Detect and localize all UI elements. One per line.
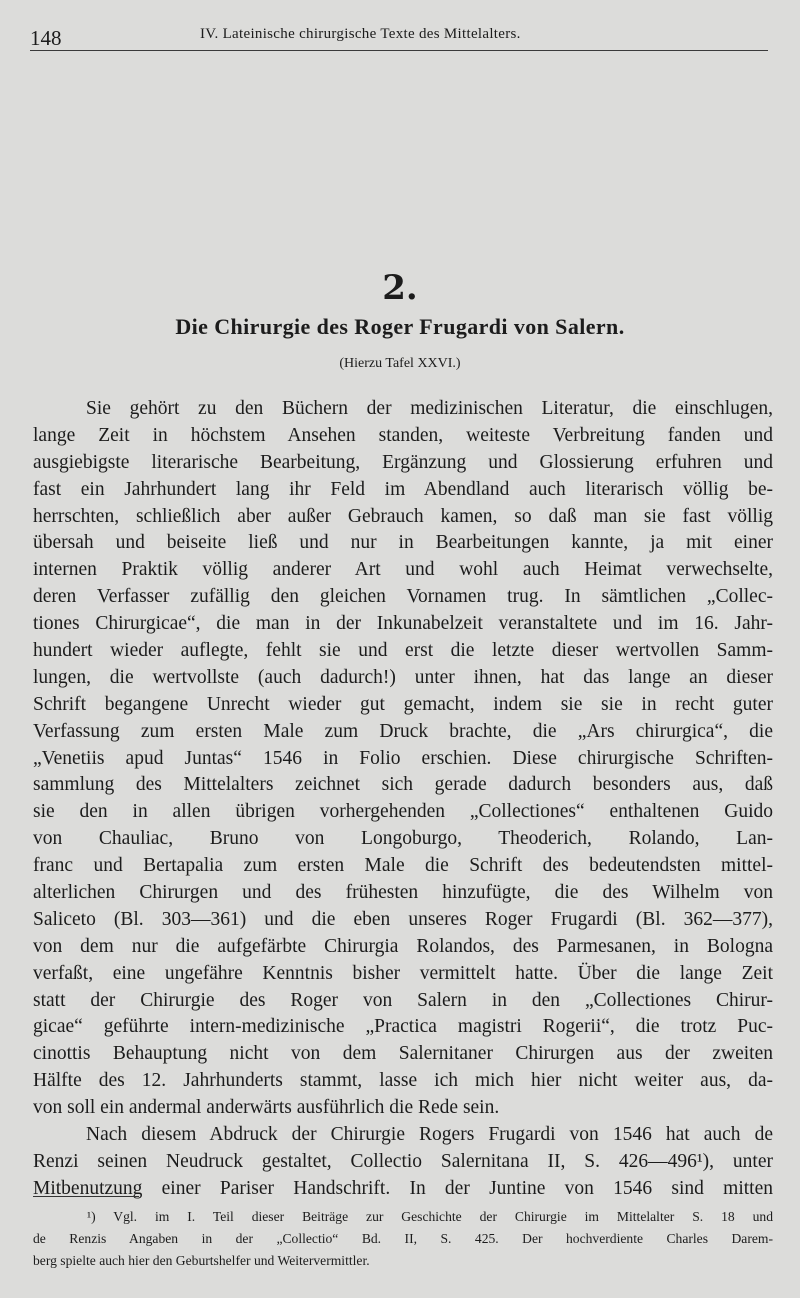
body-line: Saliceto (Bl. 303—361) und die eben unseres Roger Frugardi (Bl. 362—377), [33, 908, 773, 930]
body-line: deren Verfasser zufällig den gleichen Vornamen trug. In sämtlichen „Collec- [33, 586, 773, 608]
running-head: IV. Lateinische chirurgische Texte des Mittelalters. [200, 26, 521, 42]
footnote-line: berg spielte auch hier den Geburtshelfer und Weitervermittler. [33, 1253, 370, 1268]
body-line: verfaßt, eine ungefähre Kenntnis bisher vermittelt hatte. Über die lange Zeit [33, 962, 773, 984]
body-line: hundert wieder auflegte, fehlt sie und erst die letzte dieser wertvollen Samm- [33, 640, 773, 662]
body-text [33, 396, 773, 1203]
body-line: übersah und beiseite ließ und nur in Bearbeitungen kannte, ja mit einer [33, 532, 773, 554]
body-line: Nach diesem Abdruck der Chirurgie Rogers Frugardi von 1546 hat auch de [86, 1124, 773, 1146]
body-line: cinottis Behauptung nicht von dem Salernitaner Chirurgen aus der zweiten [33, 1043, 773, 1065]
body-line: von Chauliac, Bruno von Longoburgo, Theoderich, Rolando, Lan- [33, 828, 773, 850]
body-line: sammlung des Mittelalters zeichnet sich gerade dadurch besonders aus, daß [33, 774, 773, 796]
body-line: gicae“ geführte intern-medizinische „Practica magistri Rogerii“, die trotz Puc- [33, 1016, 773, 1038]
footnote [33, 1206, 773, 1272]
body-line: von dem nur die aufgefärbte Chirurgia Rolandos, des Parmesanen, in Bologna [33, 935, 773, 957]
section-number: 2. [382, 268, 418, 308]
body-line: ausgiebigste literarische Bearbeitung, Ergänzung und Glossierung erfuhren und [33, 451, 773, 473]
body-line: Hälfte des 12. Jahrhunderts stammt, lasse ich mich hier nicht weiter aus, da- [33, 1070, 773, 1092]
body-line: Sie gehört zu den Büchern der medizinischen Literatur, die einschlugen, [86, 398, 773, 419]
body-line: Schrift begangene Unrecht wieder gut gemacht, indem sie sie in recht guter [33, 693, 773, 715]
body-line: „Venetiis apud Juntas“ 1546 in Folio erschien. Diese chirurgische Schriften- [33, 747, 773, 769]
plate-note: (Hierzu Tafel XXVI.) [339, 356, 461, 371]
body-line: herrschten, schließlich aber außer Gebrauch kamen, so daß man sie fast völlig [33, 505, 773, 527]
body-line: sie den in allen übrigen vorhergehenden „Collectiones“ enthaltenen Guido [33, 801, 773, 823]
body-line: statt der Chirurgie des Roger von Salern in den „Collectiones Chirur- [33, 989, 773, 1011]
body-line: tiones Chirurgicae“, die man in der Inkunabelzeit veranstaltete und im 16. Jahr- [33, 613, 773, 635]
body-line: franc und Bertapalia zum ersten Male die Schrift des bedeutendsten mittel- [33, 855, 773, 877]
body-line: fast ein Jahrhundert lang ihr Feld im Abendland auch literarisch völlig be- [33, 478, 773, 500]
body-line: Mitbenutzung einer Pariser Handschrift. In der Juntine von 1546 sind mitten [33, 1177, 773, 1199]
body-line: lange Zeit in höchstem Ansehen standen, weiteste Verbreitung fanden und [33, 424, 773, 446]
body-line: Verfassung zum ersten Male zum Druck brachte, die „Ars chirurgica“, die [33, 720, 773, 742]
body-line: lungen, die wertvollste (auch dadurch!) unter ihnen, hat das lange an dieser [33, 666, 773, 688]
body-line: Renzi seinen Neudruck gestaltet, Collectio Salernitana II, S. 426—496¹), unter [33, 1150, 773, 1172]
page-header [30, 22, 768, 51]
footnote-line: de Renzis Angaben in der „Collectio“ Bd. II, S. 425. Der hochverdiente Charles Darem- [33, 1231, 773, 1246]
page-number: 148 [30, 26, 62, 50]
body-line: alterlichen Chirurgen und des frühesten hinzufügte, die des Wilhelm von [33, 882, 773, 904]
body-line: von soll ein andermal anderwärts ausführlich die Rede sein. [33, 1097, 500, 1119]
footnote-line: ¹) Vgl. im I. Teil dieser Beiträge zur Geschichte der Chirurgie im Mittelalter S. 18 und [87, 1209, 773, 1224]
footnote-rule [33, 1196, 139, 1197]
body-line: internen Praktik völlig anderer Art und wohl auch Heimat verwechselte, [33, 559, 773, 581]
section-title: Die Chirurgie des Roger Frugardi von Salern. [175, 314, 625, 339]
